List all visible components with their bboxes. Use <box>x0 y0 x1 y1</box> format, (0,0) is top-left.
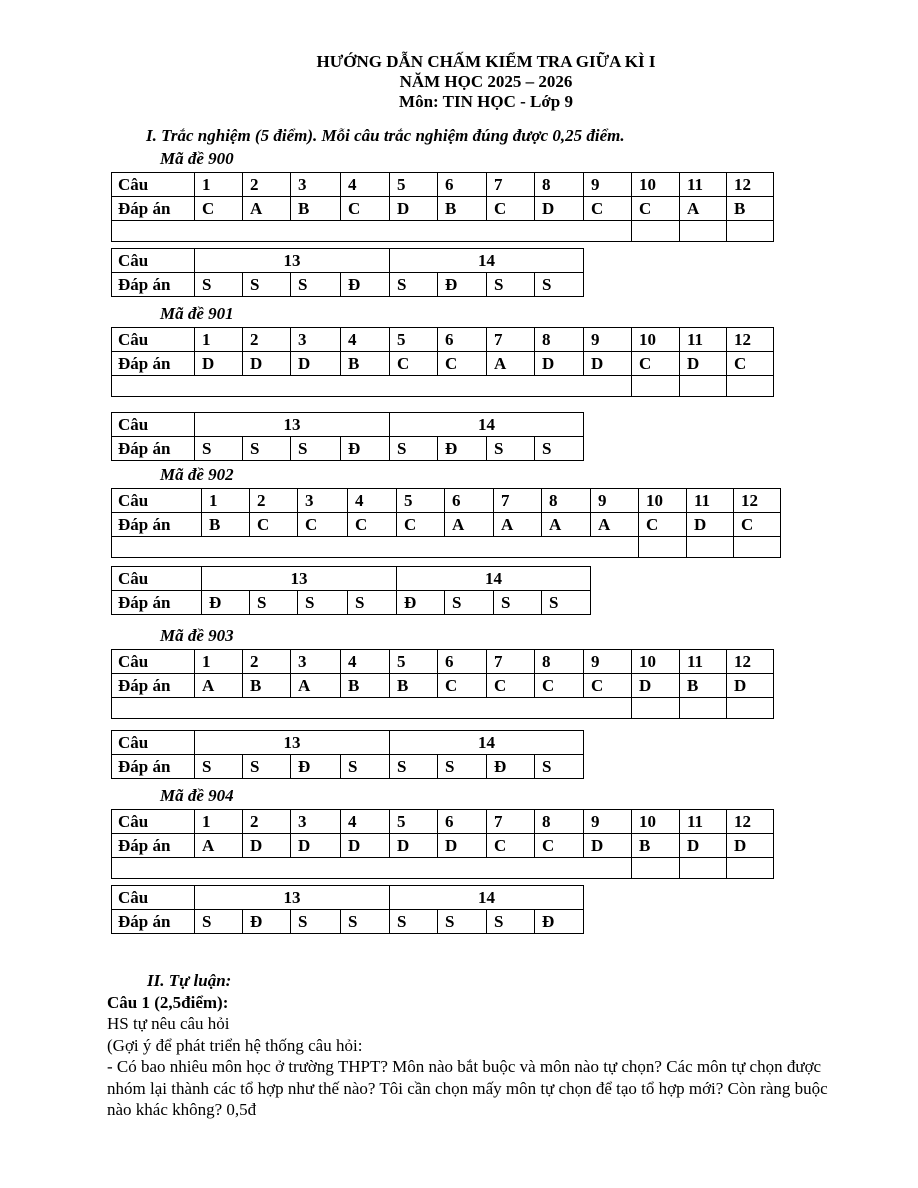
question-number: 5 <box>390 173 438 197</box>
header-subject: Môn: TIN HỌC - Lớp 9 <box>399 92 573 111</box>
question-number: 4 <box>341 810 390 834</box>
answer-cell: S <box>535 755 584 779</box>
answer-cell: S <box>298 591 348 615</box>
question-number: 14 <box>390 731 584 755</box>
answer-cell: A <box>195 834 243 858</box>
blank-cell <box>112 537 639 558</box>
answer-cell: A <box>445 513 494 537</box>
answer-cell: C <box>195 197 243 221</box>
answer-cell: D <box>584 352 632 376</box>
row-label: Đáp án <box>112 834 195 858</box>
answer-cell: D <box>390 834 438 858</box>
question-number: 12 <box>734 489 781 513</box>
question-number: 13 <box>195 886 390 910</box>
answer-cell: A <box>542 513 591 537</box>
question-number: 14 <box>397 567 591 591</box>
essay-section <box>107 970 847 1121</box>
paragraph: (Gợi ý để phát triển hệ thống câu hỏi: <box>107 1035 363 1055</box>
blank-cell <box>112 698 632 719</box>
answer-row <box>112 513 781 537</box>
answer-cell: D <box>535 197 584 221</box>
answer-row <box>112 591 591 615</box>
answer-cell: B <box>243 674 291 698</box>
answer-row <box>112 352 774 376</box>
answer-cell: A <box>243 197 291 221</box>
blank-cell <box>680 698 727 719</box>
question-number: 6 <box>438 810 487 834</box>
answer-cell: C <box>298 513 348 537</box>
question-number: 4 <box>341 650 390 674</box>
question-number: 13 <box>202 567 397 591</box>
question-row <box>112 810 774 834</box>
answer-cell: D <box>195 352 243 376</box>
question-number: 11 <box>680 173 727 197</box>
document-header <box>0 52 918 112</box>
blank-cell <box>632 858 680 879</box>
question-number: 6 <box>438 173 487 197</box>
question-number: 11 <box>687 489 734 513</box>
row-label: Câu <box>112 328 195 352</box>
blank-row <box>112 537 781 558</box>
row-label: Câu <box>112 731 195 755</box>
answer-cell: S <box>487 437 535 461</box>
answer-cell: B <box>202 513 250 537</box>
answer-cell: D <box>680 352 727 376</box>
answer-cell: C <box>632 197 680 221</box>
blank-cell <box>687 537 734 558</box>
question-number: 7 <box>487 328 535 352</box>
question-row <box>112 489 781 513</box>
question-number: 6 <box>438 650 487 674</box>
question-1-heading: Câu 1 (2,5điểm): <box>107 992 229 1012</box>
answer-cell: A <box>195 674 243 698</box>
question-number: 3 <box>291 328 341 352</box>
exam-code-title: Mã đề 901 <box>160 304 234 323</box>
question-number: 10 <box>632 173 680 197</box>
answer-cell: D <box>584 834 632 858</box>
question-number: 4 <box>341 328 390 352</box>
exam-code-title: Mã đề 904 <box>160 786 234 805</box>
question-number: 6 <box>438 328 487 352</box>
question-number: 1 <box>195 328 243 352</box>
answer-row <box>112 674 774 698</box>
answer-cell: C <box>438 674 487 698</box>
multiple-choice-table <box>111 327 774 397</box>
question-row <box>112 650 774 674</box>
answer-cell: B <box>291 197 341 221</box>
question-number: 14 <box>390 413 584 437</box>
question-number: 7 <box>487 810 535 834</box>
answer-cell: A <box>291 674 341 698</box>
question-number: 2 <box>243 650 291 674</box>
answer-cell: S <box>390 755 438 779</box>
answer-cell: C <box>250 513 298 537</box>
answer-cell: S <box>250 591 298 615</box>
row-label: Đáp án <box>112 591 202 615</box>
answer-cell: B <box>438 197 487 221</box>
question-row <box>112 567 591 591</box>
question-number: 8 <box>535 328 584 352</box>
blank-row <box>112 221 774 242</box>
answer-cell: C <box>397 513 445 537</box>
question-number: 12 <box>727 650 774 674</box>
question-row <box>112 173 774 197</box>
answer-cell: A <box>680 197 727 221</box>
blank-cell <box>632 221 680 242</box>
question-number: 2 <box>243 328 291 352</box>
answer-cell: S <box>291 910 341 934</box>
question-number: 9 <box>584 173 632 197</box>
blank-cell <box>727 221 774 242</box>
answer-cell: S <box>243 437 291 461</box>
answer-cell: D <box>341 834 390 858</box>
multiple-choice-table <box>111 809 774 879</box>
answer-row <box>112 910 584 934</box>
question-number: 10 <box>632 650 680 674</box>
answer-cell: C <box>438 352 487 376</box>
answer-cell: S <box>195 273 243 297</box>
question-number: 8 <box>535 650 584 674</box>
blank-row <box>112 698 774 719</box>
question-number: 11 <box>680 328 727 352</box>
row-label: Đáp án <box>112 755 195 779</box>
answer-cell: D <box>390 197 438 221</box>
question-number: 1 <box>195 650 243 674</box>
multiple-choice-table <box>111 172 774 242</box>
question-number: 2 <box>243 173 291 197</box>
answer-cell: S <box>487 273 535 297</box>
answer-cell: Đ <box>397 591 445 615</box>
blank-cell <box>734 537 781 558</box>
answer-cell: S <box>390 437 438 461</box>
question-number: 9 <box>591 489 639 513</box>
answer-cell: C <box>341 197 390 221</box>
answer-row <box>112 755 584 779</box>
answer-cell: C <box>584 674 632 698</box>
answer-cell: S <box>494 591 542 615</box>
multiple-choice-table <box>111 488 781 558</box>
question-number: 1 <box>195 810 243 834</box>
blank-cell <box>680 376 727 397</box>
question-number: 14 <box>390 886 584 910</box>
answer-cell: B <box>632 834 680 858</box>
question-number: 4 <box>341 173 390 197</box>
question-number: 10 <box>632 328 680 352</box>
true-false-table <box>111 412 584 461</box>
answer-cell: S <box>291 273 341 297</box>
answer-cell: A <box>487 352 535 376</box>
question-number: 13 <box>195 249 390 273</box>
question-number: 3 <box>291 650 341 674</box>
answer-row <box>112 437 584 461</box>
answer-cell: C <box>535 674 584 698</box>
question-number: 12 <box>727 328 774 352</box>
answer-row <box>112 197 774 221</box>
answer-cell: C <box>348 513 397 537</box>
question-row <box>112 328 774 352</box>
answer-cell: C <box>535 834 584 858</box>
answer-cell: Đ <box>438 273 487 297</box>
question-number: 5 <box>390 810 438 834</box>
question-number: 9 <box>584 810 632 834</box>
answer-cell: S <box>445 591 494 615</box>
answer-cell: Đ <box>291 755 341 779</box>
question-number: 11 <box>680 650 727 674</box>
question-number: 13 <box>195 731 390 755</box>
row-label: Đáp án <box>112 352 195 376</box>
answer-cell: D <box>687 513 734 537</box>
row-label: Câu <box>112 567 202 591</box>
question-number: 3 <box>291 173 341 197</box>
exam-code-title: Mã đề 900 <box>160 149 234 168</box>
answer-cell: C <box>487 834 535 858</box>
blank-cell <box>727 858 774 879</box>
answer-cell: C <box>632 352 680 376</box>
exam-code-title: Mã đề 903 <box>160 626 234 645</box>
question-number: 9 <box>584 650 632 674</box>
question-number: 3 <box>298 489 348 513</box>
question-number: 7 <box>487 173 535 197</box>
answer-cell: S <box>542 591 591 615</box>
blank-cell <box>639 537 687 558</box>
blank-cell <box>680 858 727 879</box>
question-number: 3 <box>291 810 341 834</box>
question-number: 5 <box>397 489 445 513</box>
answer-cell: D <box>727 834 774 858</box>
answer-cell: D <box>243 352 291 376</box>
header-title: HƯỚNG DẪN CHẤM KIỂM TRA GIỮA KÌ I <box>316 52 656 71</box>
answer-cell: A <box>494 513 542 537</box>
row-label: Đáp án <box>112 513 202 537</box>
row-label: Câu <box>112 886 195 910</box>
answer-row <box>112 273 584 297</box>
answer-cell: D <box>535 352 584 376</box>
question-number: 1 <box>202 489 250 513</box>
question-number: 10 <box>639 489 687 513</box>
answer-cell: S <box>195 437 243 461</box>
header-school-year: NĂM HỌC 2025 – 2026 <box>399 72 573 91</box>
row-label: Đáp án <box>112 197 195 221</box>
answer-cell: Đ <box>341 273 390 297</box>
question-number: 14 <box>390 249 584 273</box>
question-number: 8 <box>542 489 591 513</box>
blank-row <box>112 858 774 879</box>
row-label: Đáp án <box>112 910 195 934</box>
row-label: Câu <box>112 413 195 437</box>
answer-cell: C <box>487 197 535 221</box>
row-label: Đáp án <box>112 437 195 461</box>
section-2-title: II. Tự luận: <box>147 971 232 990</box>
answer-cell: B <box>390 674 438 698</box>
answer-cell: B <box>341 352 390 376</box>
question-number: 13 <box>195 413 390 437</box>
question-number: 12 <box>727 173 774 197</box>
question-row <box>112 731 584 755</box>
answer-cell: D <box>291 352 341 376</box>
answer-cell: S <box>291 437 341 461</box>
question-number: 10 <box>632 810 680 834</box>
blank-cell <box>727 698 774 719</box>
answer-cell: D <box>680 834 727 858</box>
blank-cell <box>727 376 774 397</box>
answer-cell: D <box>291 834 341 858</box>
question-number: 7 <box>487 650 535 674</box>
answer-cell: S <box>195 910 243 934</box>
question-row <box>112 249 584 273</box>
blank-cell <box>112 858 632 879</box>
row-label: Câu <box>112 489 202 513</box>
answer-cell: D <box>632 674 680 698</box>
question-number: 2 <box>250 489 298 513</box>
answer-cell: C <box>734 513 781 537</box>
answer-cell: C <box>639 513 687 537</box>
section-1-title: I. Trắc nghiệm (5 điểm). Mỗi câu trắc nghiệm đúng được 0,25 điểm. <box>146 126 625 145</box>
answer-cell: S <box>438 910 487 934</box>
question-row <box>112 413 584 437</box>
answer-cell: S <box>487 910 535 934</box>
question-number: 11 <box>680 810 727 834</box>
answer-cell: D <box>438 834 487 858</box>
answer-cell: S <box>535 437 584 461</box>
row-label: Đáp án <box>112 273 195 297</box>
question-number: 1 <box>195 173 243 197</box>
answer-cell: S <box>341 755 390 779</box>
answer-cell: S <box>243 755 291 779</box>
answer-cell: B <box>341 674 390 698</box>
answer-cell: C <box>584 197 632 221</box>
paragraph: HS tự nêu câu hỏi <box>107 1014 230 1033</box>
question-number: 6 <box>445 489 494 513</box>
answer-cell: B <box>680 674 727 698</box>
answer-cell: S <box>348 591 397 615</box>
row-label: Câu <box>112 249 195 273</box>
exam-code-title: Mã đề 902 <box>160 465 234 484</box>
answer-cell: S <box>195 755 243 779</box>
true-false-table <box>111 885 584 934</box>
question-number: 8 <box>535 173 584 197</box>
blank-row <box>112 376 774 397</box>
question-number: 8 <box>535 810 584 834</box>
answer-cell: S <box>535 273 584 297</box>
answer-cell: A <box>591 513 639 537</box>
answer-cell: Đ <box>202 591 250 615</box>
answer-cell: S <box>390 273 438 297</box>
answer-cell: S <box>243 273 291 297</box>
true-false-table <box>111 730 584 779</box>
answer-cell: Đ <box>438 437 487 461</box>
answer-cell: Đ <box>487 755 535 779</box>
blank-cell <box>112 376 632 397</box>
answer-cell: Đ <box>341 437 390 461</box>
blank-cell <box>680 221 727 242</box>
question-number: 2 <box>243 810 291 834</box>
answer-cell: Đ <box>535 910 584 934</box>
question-number: 9 <box>584 328 632 352</box>
question-number: 4 <box>348 489 397 513</box>
answer-cell: D <box>243 834 291 858</box>
row-label: Câu <box>112 810 195 834</box>
answer-cell: C <box>487 674 535 698</box>
answer-cell: C <box>390 352 438 376</box>
blank-cell <box>112 221 632 242</box>
answer-cell: D <box>727 674 774 698</box>
question-number: 7 <box>494 489 542 513</box>
true-false-table <box>111 248 584 297</box>
answer-cell: S <box>341 910 390 934</box>
question-number: 5 <box>390 650 438 674</box>
answer-cell: C <box>727 352 774 376</box>
row-label: Câu <box>112 173 195 197</box>
answer-cell: B <box>727 197 774 221</box>
paragraph: - Có bao nhiêu môn học ở trường THPT? Môn nào bắt buộc và môn nào tự chọn? Các môn tự chọn được nhóm lại thành các tổ hợp như thế nào? Tôi cần chọn mấy môn tự chọn để tạo tổ hợp mới? Còn ràng buộc nào khác không? 0,5đ <box>107 1057 828 1119</box>
answer-cell: S <box>438 755 487 779</box>
row-label: Câu <box>112 650 195 674</box>
blank-cell <box>632 376 680 397</box>
row-label: Đáp án <box>112 674 195 698</box>
true-false-table <box>111 566 591 615</box>
answer-cell: Đ <box>243 910 291 934</box>
question-row <box>112 886 584 910</box>
answer-cell: S <box>390 910 438 934</box>
answer-row <box>112 834 774 858</box>
multiple-choice-table <box>111 649 774 719</box>
question-number: 5 <box>390 328 438 352</box>
question-number: 12 <box>727 810 774 834</box>
blank-cell <box>632 698 680 719</box>
